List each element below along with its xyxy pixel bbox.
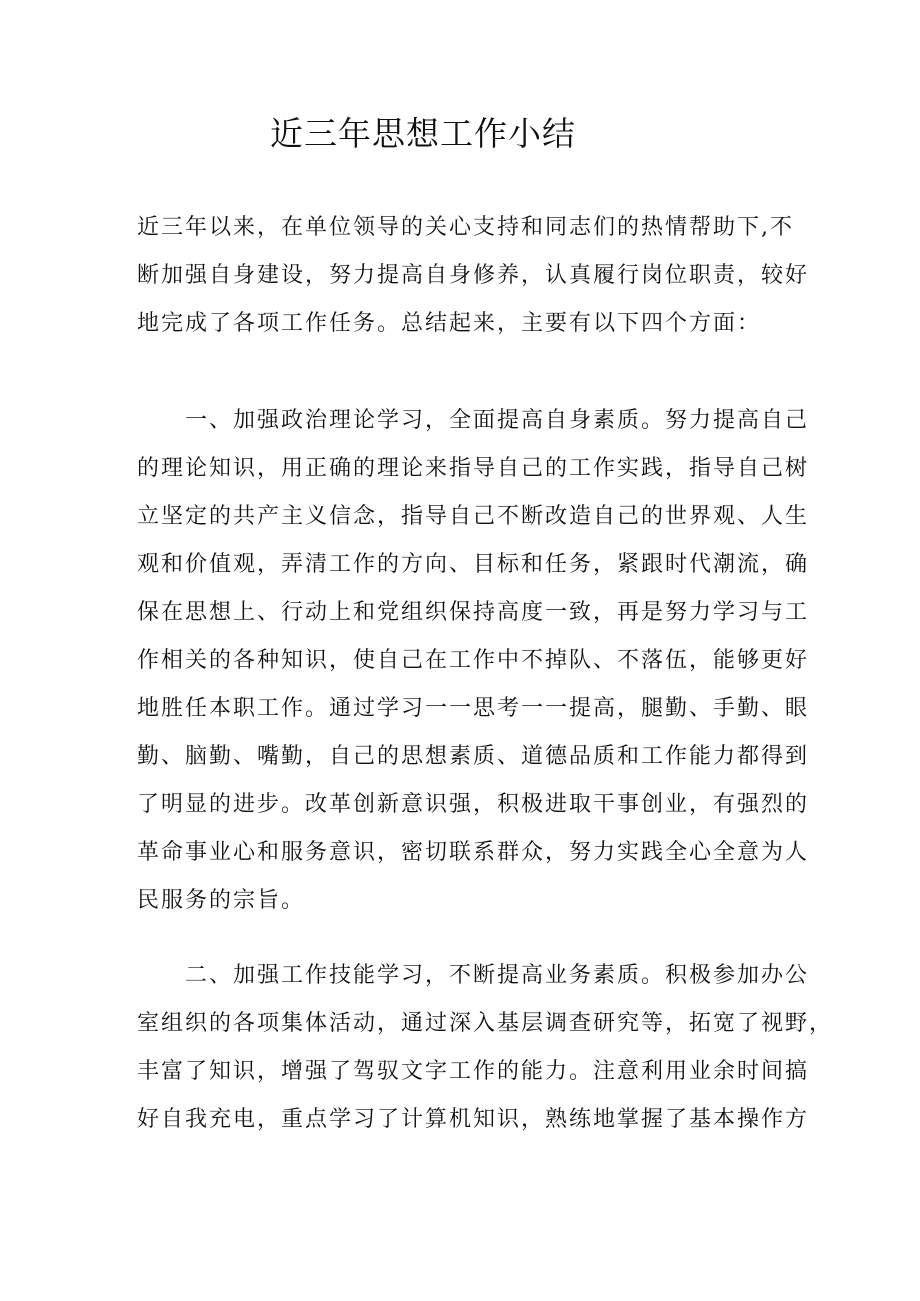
paragraph-line: 一、加强政治理论学习，全面提高自身素质。努力提高自己 [137, 408, 810, 433]
paragraph-line: 作相关的各种知识，使自己在工作中不掉队、不落伍，能够更好 [137, 648, 810, 673]
paragraph-line: 近三年以来，在单位领导的关心支持和同志们的热情帮助下,不 [137, 215, 794, 240]
paragraph-line: 了明显的进步。改革创新意识强，积极进取干事创业，有强烈的 [137, 792, 810, 817]
paragraph-line: 好自我充电，重点学习了计算机知识，熟练地掌握了基本操作方 [137, 1107, 810, 1132]
paragraph-intro [137, 204, 810, 348]
paragraph-line: 丰富了知识，增强了驾驭文字工作的能力。注意利用业余时间搞 [137, 1059, 810, 1084]
paragraph-line: 的理论知识，用正确的理论来指导自己的工作实践，指导自己树 [137, 456, 810, 481]
paragraph-line: 观和价值观，弄清工作的方向、目标和任务，紧跟时代潮流，确 [137, 552, 810, 577]
paragraph-line: 保在思想上、行动上和党组织保持高度一致，再是努力学习与工 [137, 600, 810, 625]
paragraph-line: 室组织的各项集体活动，通过深入基层调查研究等，拓宽了视野， [137, 1011, 834, 1036]
paragraph-line: 勤、脑勤、嘴勤，自己的思想素质、道德品质和工作能力都得到 [137, 744, 810, 769]
paragraph-line: 民服务的宗旨。 [137, 888, 306, 913]
paragraph-line: 二、加强工作技能学习，不断提高业务素质。积极参加办公 [137, 963, 810, 988]
document-title: 近三年思想工作小结 [270, 114, 576, 153]
paragraph-political-study [137, 397, 810, 925]
paragraph-line: 地完成了各项工作任务。总结起来，主要有以下四个方面： [137, 311, 762, 336]
paragraph-line: 立坚定的共产主义信念，指导自己不断改造自己的世界观、人生 [137, 504, 810, 529]
paragraph-skill-study [137, 952, 834, 1144]
paragraph-line: 地胜任本职工作。通过学习一一思考一一提高，腿勤、手勤、眼 [137, 696, 810, 721]
paragraph-line: 断加强自身建设，努力提高自身修养，认真履行岗位职责，较好 [137, 263, 810, 288]
paragraph-line: 革命事业心和服务意识，密切联系群众，努力实践全心全意为人 [137, 840, 810, 865]
